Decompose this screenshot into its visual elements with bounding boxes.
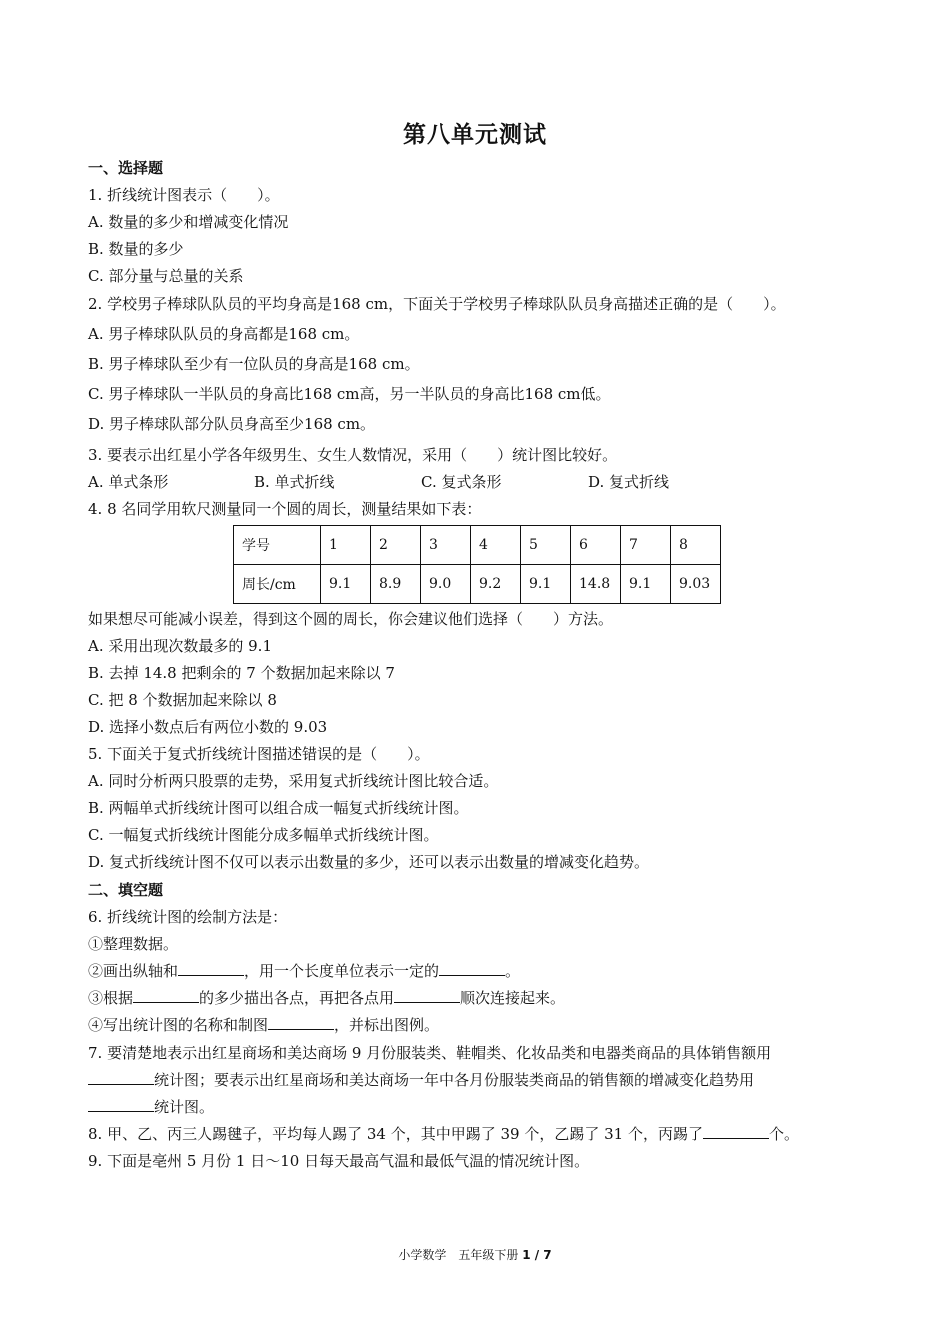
- text: 8. 甲、乙、丙三人踢毽子，平均每人踢了 34 个，其中甲踢了 39 个，乙踢了 31 个，丙踢了: [88, 1125, 703, 1143]
- q3-option-d: D. 复式折线: [588, 473, 670, 491]
- table-cell: 9.03: [671, 565, 721, 604]
- q9-stem: 9. 下面是亳州 5 月份 1 日～10 日每天最高气温和最低气温的情况统计图。: [88, 1152, 590, 1170]
- table-cell: 4: [471, 526, 521, 565]
- q7-line-1: 7. 要清楚地表示出红星商场和美达商场 9 月份服装类、鞋帽类、化妆品类和电器类商品的具体销售额用: [88, 1044, 772, 1062]
- table-cell: 8: [671, 526, 721, 565]
- table-cell: 9.1: [621, 565, 671, 604]
- q8-stem: [88, 1124, 799, 1144]
- q5-option-c: C. 一幅复式折线统计图能分成多幅单式折线统计图。: [88, 826, 439, 844]
- q5-option-a: A. 同时分析两只股票的走势，采用复式折线统计图比较合适。: [88, 772, 499, 790]
- text: 统计图；要表示出红星商场和美达商场一年中各月份服装类商品的销售额的增减变化趋势用: [154, 1071, 755, 1089]
- q2-option-a: A. 男子棒球队队员的身高都是168 cm。: [88, 325, 360, 343]
- answer-blank[interactable]: [133, 988, 199, 1003]
- text: ④写出统计图的名称和制图: [88, 1016, 269, 1034]
- q6-step-1: ①整理数据。: [88, 935, 179, 953]
- table-cell: 1: [321, 526, 371, 565]
- table-cell: 9.1: [321, 565, 371, 604]
- table-cell: 周长/cm: [234, 565, 321, 604]
- answer-blank[interactable]: [394, 988, 460, 1003]
- text: ②画出纵轴和: [88, 962, 179, 980]
- q2-stem: 2. 学校男子棒球队队员的平均身高是168 cm，下面关于学校男子棒球队队员身高描述正确的是（ ）。: [88, 295, 786, 313]
- q5-option-b: B. 两幅单式折线统计图可以组合成一幅复式折线统计图。: [88, 799, 469, 817]
- q6-step-4: [88, 1015, 439, 1035]
- section-heading-choice: 一、选择题: [88, 159, 164, 177]
- q3-stem: 3. 要表示出红星小学各年级男生、女生人数情况，采用（ ）统计图比较好。: [88, 446, 618, 464]
- table-cell: 7: [621, 526, 671, 565]
- page-title: 第八单元测试: [403, 122, 547, 148]
- q1-option-a: A. 数量的多少和增减变化情况: [88, 213, 289, 231]
- text: ③根据: [88, 989, 134, 1007]
- table-cell: 9.1: [521, 565, 571, 604]
- answer-blank[interactable]: [703, 1124, 769, 1139]
- q7-line-3: [88, 1097, 214, 1117]
- q2-option-d: D. 男子棒球队部分队员身高至少168 cm。: [88, 415, 376, 433]
- table-cell: 8.9: [371, 565, 421, 604]
- table-cell: 9.2: [471, 565, 521, 604]
- footer-text: 小学数学 五年级下册: [398, 1248, 519, 1262]
- answer-blank[interactable]: [88, 1097, 154, 1112]
- page-number: 1 / 7: [522, 1248, 552, 1262]
- q2-option-b: B. 男子棒球队至少有一位队员的身高是168 cm。: [88, 355, 420, 373]
- section-heading-fill: 二、填空题: [88, 881, 164, 899]
- table-cell: 14.8: [571, 565, 621, 604]
- q6-step-3: [88, 988, 565, 1008]
- q4-option-b: B. 去掉 14.8 把剩余的 7 个数据加起来除以 7: [88, 664, 395, 682]
- q4-option-a: A. 采用出现次数最多的 9.1: [88, 637, 272, 655]
- measurement-table: [233, 525, 721, 604]
- table-row: [234, 526, 721, 565]
- text: 个。: [768, 1125, 799, 1143]
- text: ，用一个长度单位表示一定的: [244, 962, 440, 980]
- text: 。: [505, 962, 521, 980]
- q4-option-c: C. 把 8 个数据加起来除以 8: [88, 691, 277, 709]
- page-footer: [0, 1246, 950, 1263]
- answer-blank[interactable]: [268, 1015, 334, 1030]
- text: 顺次连接起来。: [460, 989, 566, 1007]
- table-cell: 3: [421, 526, 471, 565]
- table-cell: 学号: [234, 526, 321, 565]
- text: 的多少描出各点，再把各点用: [199, 989, 395, 1007]
- table-row: [234, 565, 721, 604]
- q1-option-b: B. 数量的多少: [88, 240, 184, 258]
- q3-option-c: C. 复式条形: [421, 473, 502, 491]
- table-cell: 9.0: [421, 565, 471, 604]
- text: 统计图。: [154, 1098, 215, 1116]
- q3-option-b: B. 单式折线: [254, 473, 335, 491]
- q4-follow: 如果想尽可能减小误差，得到这个圆的周长，你会建议他们选择（ ）方法。: [88, 610, 614, 628]
- q7-line-2: [88, 1070, 754, 1090]
- answer-blank[interactable]: [439, 961, 505, 976]
- q3-option-a: A. 单式条形: [88, 473, 169, 491]
- table-cell: 5: [521, 526, 571, 565]
- q4-stem: 4. 8 名同学用软尺测量同一个圆的周长，测量结果如下表：: [88, 500, 482, 518]
- q1-stem: 1. 折线统计图表示（ ）。: [88, 186, 280, 204]
- text: ，并标出图例。: [334, 1016, 440, 1034]
- table-cell: 6: [571, 526, 621, 565]
- answer-blank[interactable]: [88, 1070, 154, 1085]
- table-cell: 2: [371, 526, 421, 565]
- q6-stem: 6. 折线统计图的绘制方法是：: [88, 908, 288, 926]
- q2-option-c: C. 男子棒球队一半队员的身高比168 cm高，另一半队员的身高比168 cm低。: [88, 385, 611, 403]
- q5-option-d: D. 复式折线统计图不仅可以表示出数量的多少，还可以表示出数量的增减变化趋势。: [88, 853, 650, 871]
- answer-blank[interactable]: [178, 961, 244, 976]
- q6-step-2: [88, 961, 520, 981]
- q4-option-d: D. 选择小数点后有两位小数的 9.03: [88, 718, 328, 736]
- q1-option-c: C. 部分量与总量的关系: [88, 267, 244, 285]
- q5-stem: 5. 下面关于复式折线统计图描述错误的是（ ）。: [88, 745, 430, 763]
